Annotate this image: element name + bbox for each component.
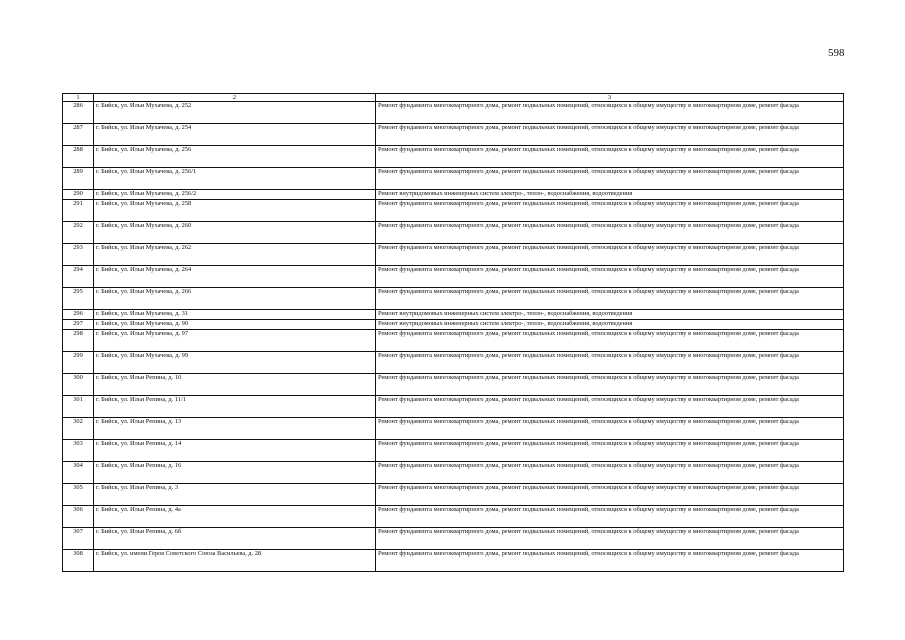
- row-number: 286: [63, 102, 94, 124]
- row-number: 287: [63, 124, 94, 146]
- address-cell: г. Бийск, ул. Ильи Репина, д. 13: [94, 418, 376, 440]
- repair-schedule-table: [62, 93, 844, 572]
- row-number: 293: [63, 244, 94, 266]
- table-row: [63, 374, 844, 396]
- work-description-cell: Ремонт внутридомовых инженерных систем электро-, тепло-, водоснабжения, водоотведения: [376, 190, 844, 200]
- row-number: 288: [63, 146, 94, 168]
- table-row: [63, 352, 844, 374]
- table-header-row: [63, 94, 844, 102]
- address-cell: г. Бийск, ул. Ильи Мухачева, д. 260: [94, 222, 376, 244]
- address-cell: г. Бийск, ул. Ильи Мухачева, д. 264: [94, 266, 376, 288]
- column-header-1: 1: [63, 94, 94, 102]
- table-row: [63, 310, 844, 320]
- address-cell: г. Бийск, ул. Ильи Мухачева, д. 266: [94, 288, 376, 310]
- row-number: 301: [63, 396, 94, 418]
- address-cell: г. Бийск, ул. Ильи Репина, д. 16: [94, 462, 376, 484]
- table-row: [63, 462, 844, 484]
- table-row: [63, 440, 844, 462]
- work-description-cell: Ремонт фундамента многоквартирного дома, ремонт подвальных помещений, относящихся к общему имуществу в многоквартирном доме, ремонт фасада: [376, 440, 844, 462]
- table-row: [63, 506, 844, 528]
- work-description-cell: Ремонт фундамента многоквартирного дома, ремонт подвальных помещений, относящихся к общему имуществу в многоквартирном доме, ремонт фасада: [376, 550, 844, 572]
- table-row: [63, 244, 844, 266]
- work-description-cell: Ремонт фундамента многоквартирного дома, ремонт подвальных помещений, относящихся к общему имуществу в многоквартирном доме, ремонт фасада: [376, 288, 844, 310]
- work-description-cell: Ремонт внутридомовых инженерных систем электро-, тепло-, водоснабжения, водоотведения: [376, 310, 844, 320]
- address-cell: г. Бийск, ул. Ильи Репина, д. 6б: [94, 528, 376, 550]
- address-cell: г. Бийск, ул. Ильи Мухачева, д. 97: [94, 330, 376, 352]
- table-row: [63, 190, 844, 200]
- table-row: [63, 320, 844, 330]
- column-header-2: 2: [94, 94, 376, 102]
- table-row: [63, 330, 844, 352]
- address-cell: г. Бийск, ул. Ильи Репина, д. 4а: [94, 506, 376, 528]
- work-description-cell: Ремонт фундамента многоквартирного дома, ремонт подвальных помещений, относящихся к общему имуществу в многоквартирном доме, ремонт фасада: [376, 528, 844, 550]
- work-description-cell: Ремонт фундамента многоквартирного дома, ремонт подвальных помещений, относящихся к общему имуществу в многоквартирном доме, ремонт фасада: [376, 462, 844, 484]
- row-number: 292: [63, 222, 94, 244]
- address-cell: г. Бийск, ул. Ильи Мухачева, д. 256/2: [94, 190, 376, 200]
- page-number: 598: [828, 47, 845, 59]
- row-number: 307: [63, 528, 94, 550]
- work-description-cell: Ремонт фундамента многоквартирного дома, ремонт подвальных помещений, относящихся к общему имуществу в многоквартирном доме, ремонт фасада: [376, 124, 844, 146]
- row-number: 294: [63, 266, 94, 288]
- row-number: 298: [63, 330, 94, 352]
- row-number: 305: [63, 484, 94, 506]
- work-description-cell: Ремонт фундамента многоквартирного дома, ремонт подвальных помещений, относящихся к общему имуществу в многоквартирном доме, ремонт фасада: [376, 484, 844, 506]
- work-description-cell: Ремонт фундамента многоквартирного дома, ремонт подвальных помещений, относящихся к общему имуществу в многоквартирном доме, ремонт фасада: [376, 222, 844, 244]
- work-description-cell: Ремонт фундамента многоквартирного дома, ремонт подвальных помещений, относящихся к общему имуществу в многоквартирном доме, ремонт фасада: [376, 330, 844, 352]
- work-description-cell: Ремонт фундамента многоквартирного дома, ремонт подвальных помещений, относящихся к общему имуществу в многоквартирном доме, ремонт фасада: [376, 352, 844, 374]
- address-cell: г. Бийск, ул. Ильи Мухачева, д. 254: [94, 124, 376, 146]
- table-row: [63, 200, 844, 222]
- work-description-cell: Ремонт внутридомовых инженерных систем электро-, тепло-, водоснабжения, водоотведения: [376, 320, 844, 330]
- work-description-cell: Ремонт фундамента многоквартирного дома, ремонт подвальных помещений, относящихся к общему имуществу в многоквартирном доме, ремонт фасада: [376, 146, 844, 168]
- work-description-cell: Ремонт фундамента многоквартирного дома, ремонт подвальных помещений, относящихся к общему имуществу в многоквартирном доме, ремонт фасада: [376, 418, 844, 440]
- row-number: 299: [63, 352, 94, 374]
- row-number: 290: [63, 190, 94, 200]
- table-row: [63, 168, 844, 190]
- table-row: [63, 288, 844, 310]
- work-description-cell: Ремонт фундамента многоквартирного дома, ремонт подвальных помещений, относящихся к общему имуществу в многоквартирном доме, ремонт фасада: [376, 168, 844, 190]
- address-cell: г. Бийск, ул. Ильи Мухачева, д. 99: [94, 352, 376, 374]
- address-cell: г. Бийск, ул. Ильи Репина, д. 11/1: [94, 396, 376, 418]
- row-number: 296: [63, 310, 94, 320]
- row-number: 291: [63, 200, 94, 222]
- work-description-cell: Ремонт фундамента многоквартирного дома, ремонт подвальных помещений, относящихся к общему имуществу в многоквартирном доме, ремонт фасада: [376, 266, 844, 288]
- table-row: [63, 528, 844, 550]
- address-cell: г. Бийск, ул. имени Героя Советского Союза Васильева, д. 28: [94, 550, 376, 572]
- row-number: 297: [63, 320, 94, 330]
- row-number: 304: [63, 462, 94, 484]
- row-number: 300: [63, 374, 94, 396]
- address-cell: г. Бийск, ул. Ильи Мухачева, д. 262: [94, 244, 376, 266]
- row-number: 308: [63, 550, 94, 572]
- address-cell: г. Бийск, ул. Ильи Репина, д. 14: [94, 440, 376, 462]
- address-cell: г. Бийск, ул. Ильи Мухачева, д. 256/1: [94, 168, 376, 190]
- table-row: [63, 124, 844, 146]
- work-description-cell: Ремонт фундамента многоквартирного дома, ремонт подвальных помещений, относящихся к общему имуществу в многоквартирном доме, ремонт фасада: [376, 200, 844, 222]
- address-cell: г. Бийск, ул. Ильи Репина, д. 3: [94, 484, 376, 506]
- row-number: 303: [63, 440, 94, 462]
- address-cell: г. Бийск, ул. Ильи Мухачева, д. 90: [94, 320, 376, 330]
- work-description-cell: Ремонт фундамента многоквартирного дома, ремонт подвальных помещений, относящихся к общему имуществу в многоквартирном доме, ремонт фасада: [376, 506, 844, 528]
- address-cell: г. Бийск, ул. Ильи Репина, д. 10: [94, 374, 376, 396]
- address-cell: г. Бийск, ул. Ильи Мухачева, д. 258: [94, 200, 376, 222]
- row-number: 295: [63, 288, 94, 310]
- table-row: [63, 550, 844, 572]
- table-body: [63, 102, 844, 572]
- work-description-cell: Ремонт фундамента многоквартирного дома, ремонт подвальных помещений, относящихся к общему имуществу в многоквартирном доме, ремонт фасада: [376, 244, 844, 266]
- column-header-3: 3: [376, 94, 844, 102]
- table-row: [63, 102, 844, 124]
- address-cell: г. Бийск, ул. Ильи Мухачева, д. 252: [94, 102, 376, 124]
- address-cell: г. Бийск, ул. Ильи Мухачева, д. 31: [94, 310, 376, 320]
- table-row: [63, 396, 844, 418]
- row-number: 289: [63, 168, 94, 190]
- address-cell: г. Бийск, ул. Ильи Мухачева, д. 256: [94, 146, 376, 168]
- row-number: 302: [63, 418, 94, 440]
- table-row: [63, 266, 844, 288]
- work-description-cell: Ремонт фундамента многоквартирного дома, ремонт подвальных помещений, относящихся к общему имуществу в многоквартирном доме, ремонт фасада: [376, 396, 844, 418]
- work-description-cell: Ремонт фундамента многоквартирного дома, ремонт подвальных помещений, относящихся к общему имуществу в многоквартирном доме, ремонт фасада: [376, 374, 844, 396]
- work-description-cell: Ремонт фундамента многоквартирного дома, ремонт подвальных помещений, относящихся к общему имуществу в многоквартирном доме, ремонт фасада: [376, 102, 844, 124]
- table-row: [63, 146, 844, 168]
- table-row: [63, 484, 844, 506]
- row-number: 306: [63, 506, 94, 528]
- table-row: [63, 222, 844, 244]
- table-row: [63, 418, 844, 440]
